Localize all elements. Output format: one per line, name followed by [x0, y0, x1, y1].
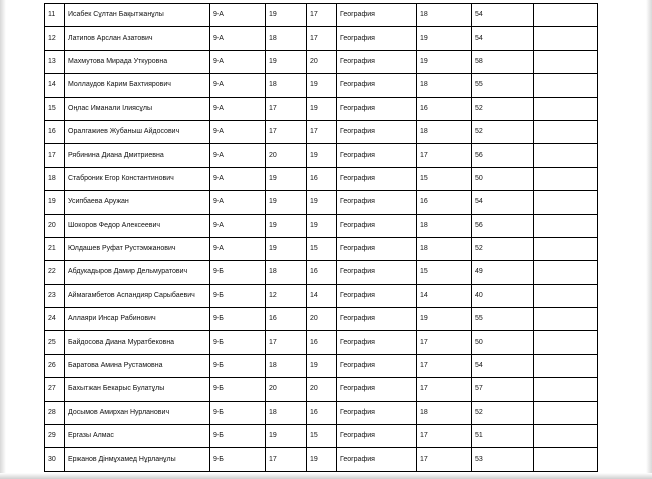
- score-1-cell: 19: [266, 237, 307, 260]
- class-cell: 9-Б: [210, 354, 266, 377]
- score-3-cell: 17: [417, 354, 472, 377]
- score-1-cell: 19: [266, 4, 307, 27]
- row-number: 25: [45, 331, 65, 354]
- row-number: 15: [45, 97, 65, 120]
- note-cell: [534, 261, 598, 284]
- score-1-cell: 18: [266, 401, 307, 424]
- total-score-cell: 58: [472, 50, 534, 73]
- subject-cell: География: [337, 284, 417, 307]
- score-1-cell: 17: [266, 331, 307, 354]
- score-3-cell: 14: [417, 284, 472, 307]
- class-cell: 9-А: [210, 120, 266, 143]
- subject-cell: География: [337, 167, 417, 190]
- subject-cell: География: [337, 74, 417, 97]
- row-number: 14: [45, 74, 65, 97]
- subject-cell: География: [337, 214, 417, 237]
- class-cell: 9-А: [210, 237, 266, 260]
- score-3-cell: 17: [417, 331, 472, 354]
- row-number: 23: [45, 284, 65, 307]
- table-row: [45, 284, 598, 307]
- score-3-cell: 18: [417, 401, 472, 424]
- score-3-cell: 17: [417, 448, 472, 471]
- subject-cell: География: [337, 191, 417, 214]
- total-score-cell: 54: [472, 354, 534, 377]
- subject-cell: География: [337, 378, 417, 401]
- student-name: Бахытжан Бекарыс Булатұлы: [65, 378, 210, 401]
- class-cell: 9-Б: [210, 261, 266, 284]
- row-number: 12: [45, 27, 65, 50]
- score-3-cell: 17: [417, 378, 472, 401]
- score-3-cell: 15: [417, 167, 472, 190]
- note-cell: [534, 214, 598, 237]
- class-cell: 9-Б: [210, 331, 266, 354]
- score-3-cell: 18: [417, 74, 472, 97]
- score-1-cell: 20: [266, 378, 307, 401]
- total-score-cell: 52: [472, 97, 534, 120]
- total-score-cell: 40: [472, 284, 534, 307]
- note-cell: [534, 27, 598, 50]
- score-2-cell: 19: [307, 214, 337, 237]
- total-score-cell: 57: [472, 378, 534, 401]
- score-1-cell: 12: [266, 284, 307, 307]
- class-cell: 9-А: [210, 4, 266, 27]
- table-row: [45, 308, 598, 331]
- total-score-cell: 50: [472, 167, 534, 190]
- table-row: [45, 4, 598, 27]
- row-number: 22: [45, 261, 65, 284]
- table-row: [45, 354, 598, 377]
- table-row: [45, 214, 598, 237]
- table-row: [45, 144, 598, 167]
- subject-cell: География: [337, 50, 417, 73]
- score-3-cell: 16: [417, 191, 472, 214]
- class-cell: 9-А: [210, 167, 266, 190]
- score-3-cell: 18: [417, 120, 472, 143]
- results-table-body: [45, 4, 598, 472]
- total-score-cell: 55: [472, 74, 534, 97]
- subject-cell: География: [337, 401, 417, 424]
- note-cell: [534, 191, 598, 214]
- subject-cell: География: [337, 237, 417, 260]
- note-cell: [534, 401, 598, 424]
- score-2-cell: 19: [307, 74, 337, 97]
- subject-cell: География: [337, 448, 417, 471]
- note-cell: [534, 331, 598, 354]
- score-3-cell: 19: [417, 27, 472, 50]
- class-cell: 9-Б: [210, 401, 266, 424]
- class-cell: 9-Б: [210, 284, 266, 307]
- subject-cell: География: [337, 120, 417, 143]
- student-name: Латипов Арслан Азатович: [65, 27, 210, 50]
- class-cell: 9-Б: [210, 308, 266, 331]
- score-3-cell: 17: [417, 144, 472, 167]
- score-2-cell: 17: [307, 27, 337, 50]
- subject-cell: География: [337, 97, 417, 120]
- note-cell: [534, 237, 598, 260]
- score-2-cell: 19: [307, 191, 337, 214]
- total-score-cell: 50: [472, 331, 534, 354]
- score-2-cell: 19: [307, 97, 337, 120]
- score-3-cell: 15: [417, 261, 472, 284]
- score-1-cell: 19: [266, 214, 307, 237]
- student-name: Баратова Амина Рустамовна: [65, 354, 210, 377]
- row-number: 27: [45, 378, 65, 401]
- subject-cell: География: [337, 4, 417, 27]
- student-name: Исабек Сұлтан Бақытжанұлы: [65, 4, 210, 27]
- class-cell: 9-А: [210, 144, 266, 167]
- note-cell: [534, 120, 598, 143]
- note-cell: [534, 284, 598, 307]
- student-name: Абдукадыров Дамир Дельмуратович: [65, 261, 210, 284]
- row-number: 17: [45, 144, 65, 167]
- score-2-cell: 16: [307, 167, 337, 190]
- score-1-cell: 17: [266, 120, 307, 143]
- student-name: Оралгажиев Жубаныш Айдосович: [65, 120, 210, 143]
- score-2-cell: 17: [307, 120, 337, 143]
- total-score-cell: 52: [472, 401, 534, 424]
- subject-cell: География: [337, 261, 417, 284]
- table-row: [45, 167, 598, 190]
- student-name: Стаброник Егор Константинович: [65, 167, 210, 190]
- subject-cell: География: [337, 27, 417, 50]
- total-score-cell: 54: [472, 27, 534, 50]
- class-cell: 9-А: [210, 191, 266, 214]
- row-number: 11: [45, 4, 65, 27]
- score-3-cell: 19: [417, 50, 472, 73]
- subject-cell: География: [337, 308, 417, 331]
- score-2-cell: 16: [307, 331, 337, 354]
- note-cell: [534, 354, 598, 377]
- score-1-cell: 18: [266, 27, 307, 50]
- score-1-cell: 19: [266, 167, 307, 190]
- total-score-cell: 51: [472, 425, 534, 448]
- score-1-cell: 19: [266, 50, 307, 73]
- note-cell: [534, 167, 598, 190]
- student-name: Моллаудов Карим Бахтиярович: [65, 74, 210, 97]
- score-2-cell: 19: [307, 448, 337, 471]
- score-1-cell: 18: [266, 261, 307, 284]
- student-name: Досымов Амирхан Нурланович: [65, 401, 210, 424]
- class-cell: 9-А: [210, 97, 266, 120]
- total-score-cell: 56: [472, 214, 534, 237]
- score-2-cell: 14: [307, 284, 337, 307]
- table-row: [45, 401, 598, 424]
- subject-cell: География: [337, 425, 417, 448]
- student-name: Оңлас Иманали Ілиясұлы: [65, 97, 210, 120]
- score-2-cell: 19: [307, 144, 337, 167]
- total-score-cell: 54: [472, 191, 534, 214]
- class-cell: 9-А: [210, 74, 266, 97]
- total-score-cell: 52: [472, 237, 534, 260]
- class-cell: 9-Б: [210, 425, 266, 448]
- score-3-cell: 19: [417, 308, 472, 331]
- note-cell: [534, 97, 598, 120]
- student-name: Рябинина Диана Дмитриевна: [65, 144, 210, 167]
- row-number: 29: [45, 425, 65, 448]
- score-2-cell: 20: [307, 50, 337, 73]
- score-2-cell: 15: [307, 425, 337, 448]
- table-row: [45, 448, 598, 471]
- score-3-cell: 18: [417, 214, 472, 237]
- row-number: 21: [45, 237, 65, 260]
- row-number: 30: [45, 448, 65, 471]
- total-score-cell: 54: [472, 4, 534, 27]
- total-score-cell: 55: [472, 308, 534, 331]
- row-number: 20: [45, 214, 65, 237]
- student-name: Ергазы Алмас: [65, 425, 210, 448]
- row-number: 13: [45, 50, 65, 73]
- row-number: 24: [45, 308, 65, 331]
- row-number: 18: [45, 167, 65, 190]
- score-1-cell: 19: [266, 191, 307, 214]
- score-3-cell: 17: [417, 425, 472, 448]
- row-number: 19: [45, 191, 65, 214]
- score-2-cell: 16: [307, 261, 337, 284]
- score-1-cell: 19: [266, 425, 307, 448]
- student-name: Аймагамбетов Аспандияр Сарыбаевич: [65, 284, 210, 307]
- student-name: Аллаяри Инсар Рабинович: [65, 308, 210, 331]
- subject-cell: География: [337, 144, 417, 167]
- note-cell: [534, 425, 598, 448]
- subject-cell: География: [337, 354, 417, 377]
- table-row: [45, 97, 598, 120]
- score-1-cell: 18: [266, 354, 307, 377]
- row-number: 16: [45, 120, 65, 143]
- student-name: Усипбаева Аружан: [65, 191, 210, 214]
- student-name: Шокоров Федор Алексеевич: [65, 214, 210, 237]
- score-2-cell: 15: [307, 237, 337, 260]
- score-1-cell: 17: [266, 97, 307, 120]
- student-name: Юлдашев Руфат Рустэмжанович: [65, 237, 210, 260]
- table-row: [45, 120, 598, 143]
- total-score-cell: 49: [472, 261, 534, 284]
- note-cell: [534, 448, 598, 471]
- table-row: [45, 50, 598, 73]
- class-cell: 9-Б: [210, 448, 266, 471]
- student-name: Махмутова Мирада Уткуровна: [65, 50, 210, 73]
- note-cell: [534, 308, 598, 331]
- note-cell: [534, 378, 598, 401]
- score-1-cell: 16: [266, 308, 307, 331]
- student-name: Байдосова Диана Муратбековна: [65, 331, 210, 354]
- note-cell: [534, 144, 598, 167]
- score-2-cell: 19: [307, 354, 337, 377]
- score-1-cell: 20: [266, 144, 307, 167]
- score-1-cell: 18: [266, 74, 307, 97]
- table-row: [45, 261, 598, 284]
- score-2-cell: 20: [307, 378, 337, 401]
- score-3-cell: 16: [417, 97, 472, 120]
- page-shadow-right: [646, 0, 652, 479]
- class-cell: 9-А: [210, 214, 266, 237]
- results-table: [44, 3, 598, 472]
- page-shadow-left: [0, 0, 6, 479]
- score-2-cell: 17: [307, 4, 337, 27]
- class-cell: 9-Б: [210, 378, 266, 401]
- table-row: [45, 378, 598, 401]
- table-row: [45, 191, 598, 214]
- class-cell: 9-А: [210, 27, 266, 50]
- table-row: [45, 27, 598, 50]
- total-score-cell: 53: [472, 448, 534, 471]
- total-score-cell: 56: [472, 144, 534, 167]
- table-row: [45, 331, 598, 354]
- score-3-cell: 18: [417, 237, 472, 260]
- score-1-cell: 17: [266, 448, 307, 471]
- row-number: 28: [45, 401, 65, 424]
- table-row: [45, 74, 598, 97]
- student-name: Ержанов Дінмұхамед Нұрланұлы: [65, 448, 210, 471]
- table-row: [45, 425, 598, 448]
- total-score-cell: 52: [472, 120, 534, 143]
- score-2-cell: 20: [307, 308, 337, 331]
- table-row: [45, 237, 598, 260]
- row-number: 26: [45, 354, 65, 377]
- score-2-cell: 16: [307, 401, 337, 424]
- note-cell: [534, 50, 598, 73]
- page-edge: [0, 473, 652, 479]
- note-cell: [534, 74, 598, 97]
- score-3-cell: 18: [417, 4, 472, 27]
- class-cell: 9-А: [210, 50, 266, 73]
- note-cell: [534, 4, 598, 27]
- subject-cell: География: [337, 331, 417, 354]
